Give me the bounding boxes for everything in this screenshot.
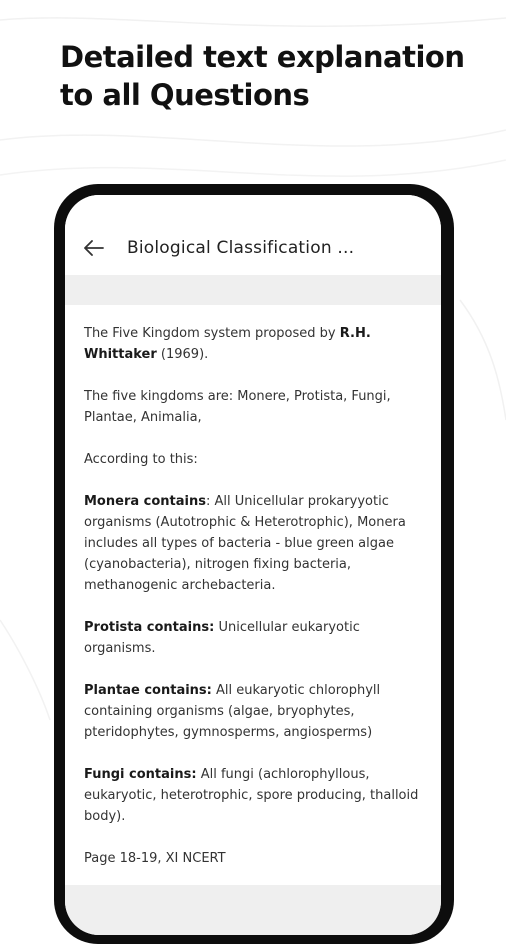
protista-heading: Protista contains: — [84, 620, 215, 635]
header-divider — [65, 275, 441, 305]
app-bar — [65, 195, 441, 275]
plantae-paragraph — [84, 680, 424, 743]
fungi-paragraph — [84, 764, 424, 827]
screen-title: Biological Classification ... — [127, 238, 355, 258]
according-paragraph: According to this: — [84, 452, 198, 467]
fungi-heading: Fungi contains: — [84, 767, 197, 782]
protista-paragraph — [84, 617, 424, 659]
intro-text: The Five Kingdom system proposed by — [84, 326, 340, 341]
intro-year: (1969). — [156, 347, 209, 362]
intro-paragraph — [84, 323, 424, 365]
phone-screen — [65, 195, 441, 935]
arrow-left-icon — [81, 235, 107, 261]
phone-frame — [54, 184, 454, 944]
fungi-text: All fungi (achlorophyllous, eukaryotic, heterotrophic, spore producing, thalloid body). — [84, 767, 419, 824]
plantae-text: All eukaryotic chlorophyll containing organisms (algae, bryophytes, pteridophytes, gymnosperms, angiosperms) — [84, 683, 381, 740]
reference-text: Page 18-19, XI NCERT — [84, 851, 226, 866]
bottom-divider — [65, 885, 441, 935]
page-headline: Detailed text explanation to all Questions — [60, 40, 465, 112]
back-button[interactable] — [81, 235, 107, 261]
protista-text: Unicellular eukaryotic organisms. — [84, 620, 360, 656]
monera-heading: Monera contains — [84, 494, 206, 509]
explanation-content — [84, 323, 424, 890]
plantae-heading: Plantae contains: — [84, 683, 212, 698]
kingdoms-list-paragraph: The five kingdoms are: Monere, Protista, Fungi, Plantae, Animalia, — [84, 389, 391, 425]
monera-text: : All Unicellular prokaryyotic organisms (Autotrophic & Heterotrophic), Monera includes all types of bacteria - blue green algae (cyanobacteria), nitrogen fixing bacteria, methanogenic archebacteria. — [84, 494, 406, 593]
monera-paragraph — [84, 491, 424, 596]
author-name: R.H. Whittaker — [84, 326, 371, 362]
